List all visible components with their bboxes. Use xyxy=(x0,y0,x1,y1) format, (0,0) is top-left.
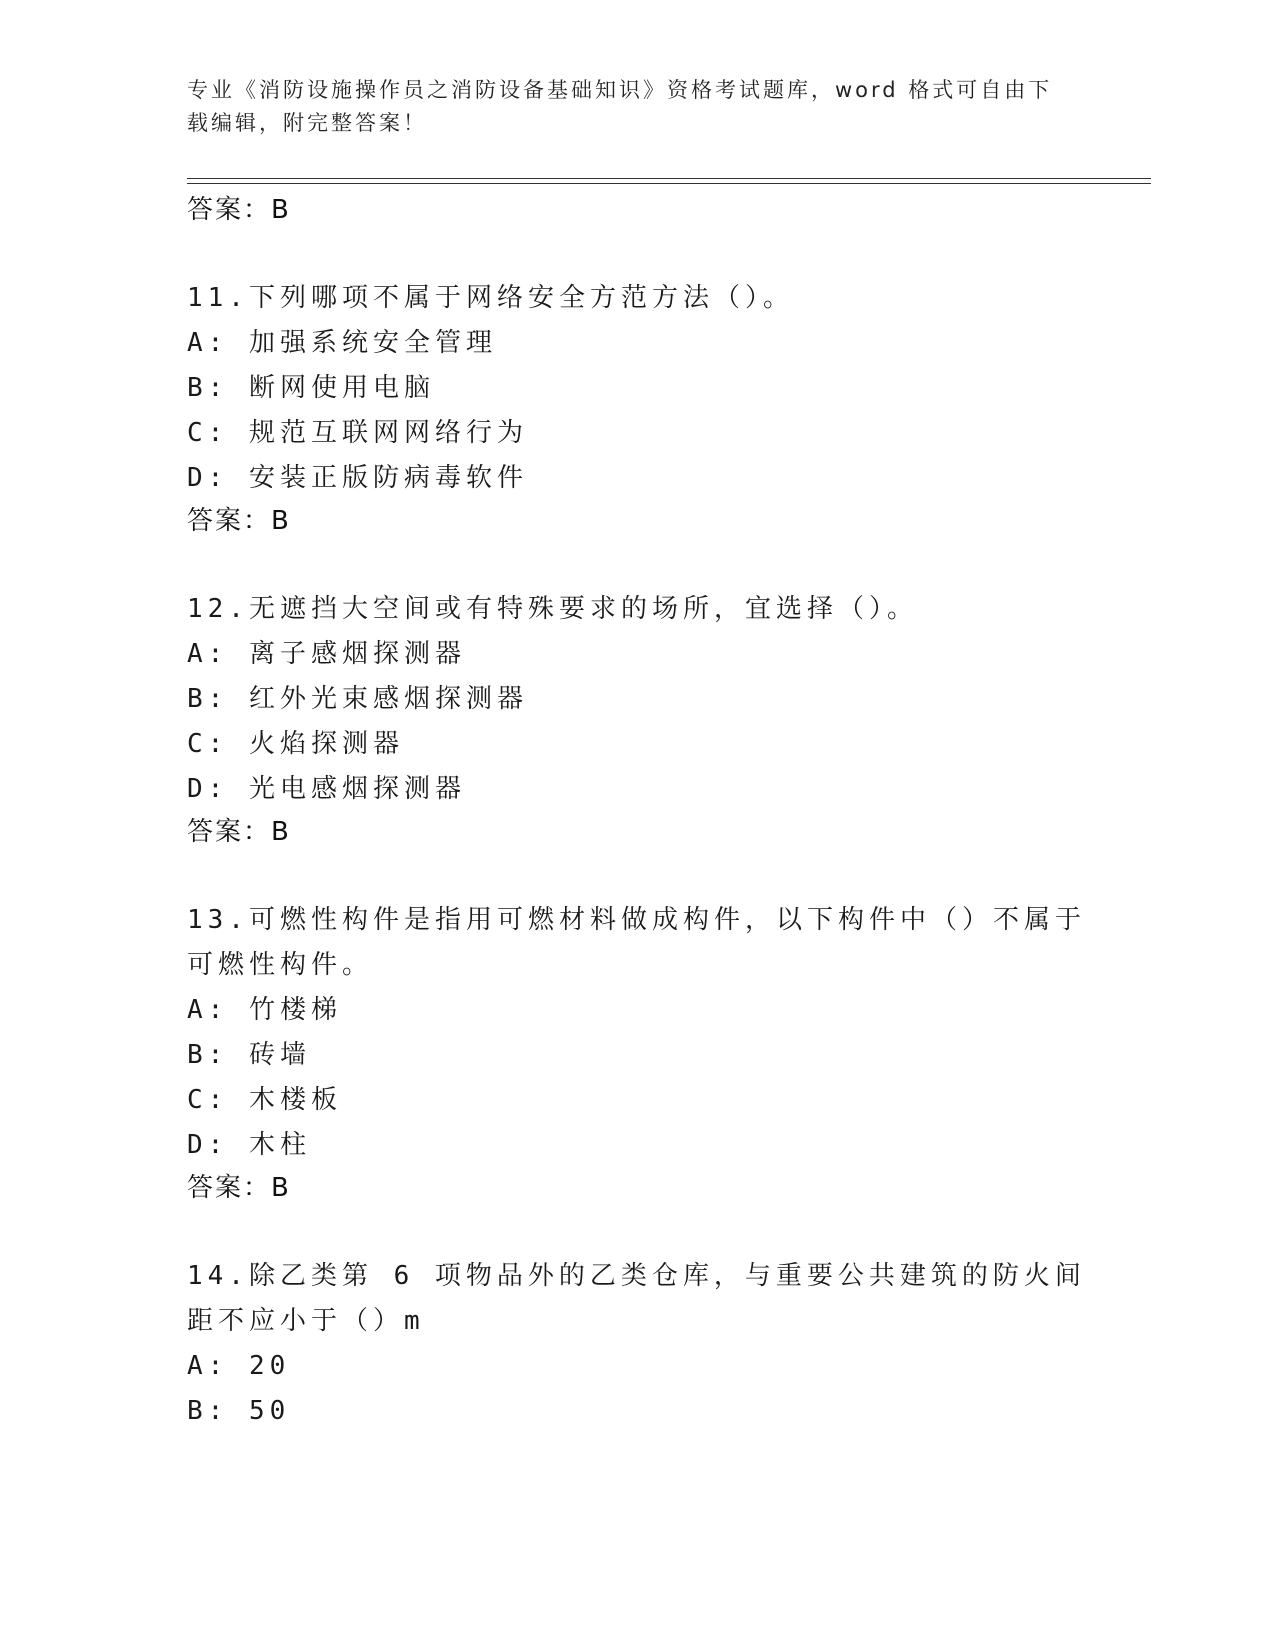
option-d: D: 安装正版防病毒软件 xyxy=(187,463,528,493)
document-header: 专业《消防设施操作员之消防设备基础知识》资格考试题库，word 格式可自由下载编辑，附完整答案！ xyxy=(187,78,1053,135)
option-b: B: 断网使用电脑 xyxy=(187,373,435,403)
option-a: A: 加强系统安全管理 xyxy=(187,328,497,358)
question-13: 13.可燃性构件是指用可燃材料做成构件，以下构件中（）不属于可燃性构件。 xyxy=(187,905,1086,980)
question-14: 14.除乙类第 6 项物品外的乙类仓库，与重要公共建筑的防火间距不应小于（）m xyxy=(187,1261,1086,1336)
option-c: C: 木楼板 xyxy=(187,1085,342,1115)
header-rule-bottom xyxy=(187,183,1151,184)
question-11: 11.下列哪项不属于网络安全方范方法（）。 xyxy=(187,283,794,313)
question-list xyxy=(187,190,1087,1434)
option-a: A: 竹楼梯 xyxy=(187,995,342,1025)
option-a: A: 离子感烟探测器 xyxy=(187,639,466,669)
option-b: B: 砖墙 xyxy=(187,1040,311,1070)
option-d: D: 光电感烟探测器 xyxy=(187,774,466,804)
option-b: B: 红外光束感烟探测器 xyxy=(187,684,528,714)
option-a: A: 20 xyxy=(187,1351,291,1381)
answer-line: 答案：B xyxy=(187,817,291,847)
answer-line: 答案：B xyxy=(187,195,291,225)
option-c: C: 火焰探测器 xyxy=(187,729,404,759)
answer-line: 答案：B xyxy=(187,506,291,536)
option-d: D: 木柱 xyxy=(187,1130,311,1160)
question-12: 12.无遮挡大空间或有特殊要求的场所，宜选择（）。 xyxy=(187,594,918,624)
header-rule-top xyxy=(187,178,1151,179)
option-c: C: 规范互联网网络行为 xyxy=(187,418,528,448)
answer-line: 答案：B xyxy=(187,1173,291,1203)
option-b: B: 50 xyxy=(187,1396,291,1426)
